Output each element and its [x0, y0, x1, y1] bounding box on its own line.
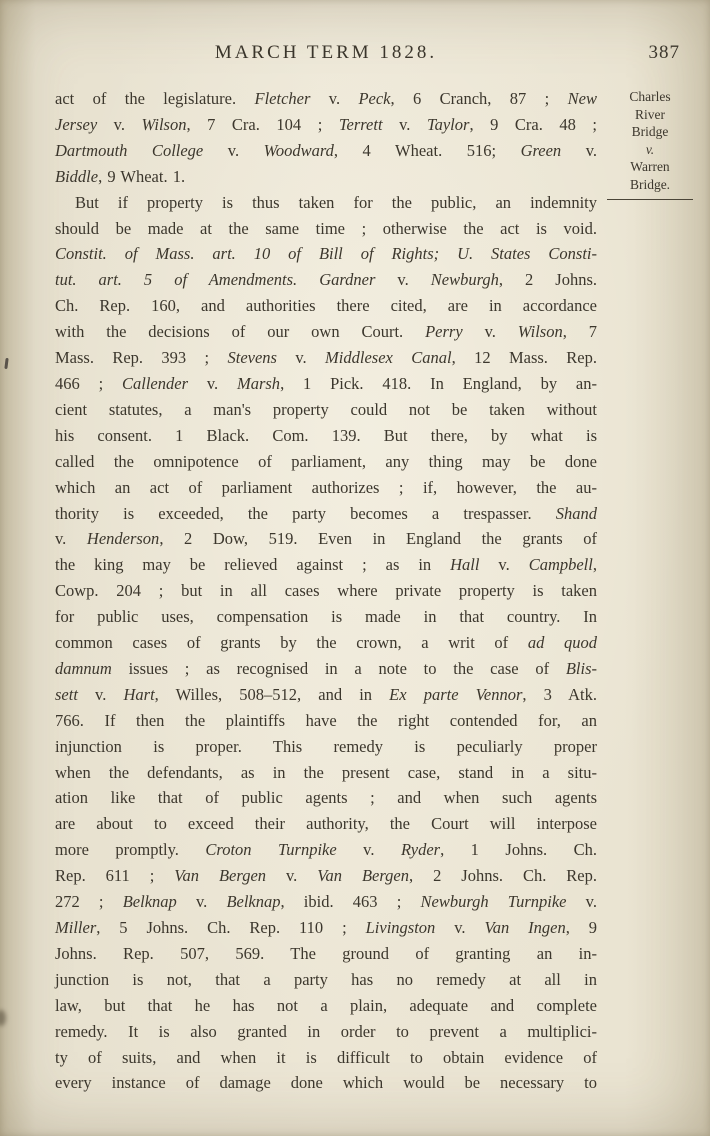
text-line: the king may be relieved against ; as in Hall v. Campbell,	[55, 555, 597, 575]
text-line: Cowp. 204 ; but in all cases where private property is taken	[55, 581, 597, 601]
text-line: damnum issues ; as recognised in a note to the case of Blis-	[55, 658, 597, 678]
corner-smudge	[0, 1010, 6, 1026]
text-line: which an act of parliament authorizes ; if, however, the au-	[55, 477, 597, 497]
text-line: remedy. It is also granted in order to prevent a multiplici-	[55, 1021, 597, 1041]
text-line: v. Henderson, 2 Dow, 519. Even in England the grants of	[55, 529, 597, 549]
ink-mark	[4, 358, 8, 369]
page-number: 387	[648, 42, 680, 63]
margin-note-line: v.	[645, 141, 655, 157]
text-line: should be made at the same time ; otherwise the act is void.	[55, 218, 597, 238]
text-line: with the decisions of our own Court. Perry v. Wilson, 7	[55, 322, 598, 342]
text-line: sett v. Hart, Willes, 508–512, and in Ex parte Vennor, 3 Atk.	[55, 684, 597, 704]
margin-note-line: Bridge.	[629, 176, 671, 192]
margin-note-line: River	[635, 106, 665, 122]
margin-note-line: Warren	[630, 159, 670, 174]
text-line: tut. art. 5 of Amendments. Gardner v. Newburgh, 2 Johns.	[55, 270, 598, 290]
text-line: called the omnipotence of parliament, any thing may be done	[55, 451, 597, 471]
body-text	[55, 86, 597, 1096]
margin-note-line: Charles	[629, 89, 671, 104]
text-line: Dartmouth College v. Woodward, 4 Wheat. 516; Green v.	[55, 140, 598, 160]
text-line: law, but that he has not a plain, adequate and complete	[55, 995, 597, 1015]
text-line: Mass. Rep. 393 ; Stevens v. Middlesex Canal, 12 Mass. Rep.	[55, 348, 597, 368]
running-head: MARCH TERM 1828.	[214, 42, 438, 63]
text-line: Constit. of Mass. art. 10 of Bill of Rights; U. States Consti-	[55, 244, 597, 264]
text-line: for public uses, compensation is made in that country. In	[55, 607, 597, 627]
text-line: thority is exceeded, the party becomes a trespasser. Shand	[55, 503, 597, 523]
text-line: Biddle, 9 Wheat. 1.	[55, 166, 186, 186]
margin-note-line: Bridge	[631, 124, 669, 139]
text-line: every instance of damage done which would be necessary to	[55, 1073, 597, 1093]
text-line: But if property is thus taken for the public, an indemnity	[75, 192, 597, 212]
text-line: Miller, 5 Johns. Ch. Rep. 110 ; Livingston v. Van Ingen, 9	[55, 918, 597, 937]
margin-note-rule	[607, 199, 693, 200]
margin-note-lines	[603, 88, 697, 193]
text-line: ation like that of public agents ; and when such agents	[55, 788, 597, 808]
text-line: common cases of grants by the crown, a writ of ad quod	[55, 633, 597, 653]
text-line: 466 ; Callender v. Marsh, 1 Pick. 418. In England, by an-	[55, 373, 597, 393]
text-line: more promptly. Croton Turnpike v. Ryder, 1 Johns. Ch.	[55, 840, 597, 860]
text-line: Jersey v. Wilson, 7 Cra. 104 ; Terrett v. Taylor, 9 Cra. 48 ;	[55, 114, 597, 134]
text-line: when the defendants, as in the present case, stand in a situ-	[55, 762, 597, 782]
text-line: injunction is proper. This remedy is peculiarly proper	[55, 736, 597, 756]
text-line: Rep. 611 ; Van Bergen v. Van Bergen, 2 Johns. Ch. Rep.	[55, 866, 597, 886]
text-line: ty of suits, and when it is difficult to obtain evidence of	[55, 1047, 597, 1067]
text-line: are about to exceed their authority, the Court will interpose	[55, 814, 597, 834]
margin-note	[603, 88, 697, 200]
text-line: 272 ; Belknap v. Belknap, ibid. 463 ; Newburgh Turnpike v.	[55, 892, 597, 912]
text-line: his consent. 1 Black. Com. 139. But there, by what is	[55, 425, 597, 445]
text-line: Johns. Rep. 507, 569. The ground of granting an in-	[55, 943, 597, 963]
text-line: cient statutes, a man's property could not be taken without	[55, 399, 597, 419]
text-line: 766. If then the plaintiffs have the right contended for, an	[55, 710, 597, 730]
text-line: junction is not, that a party has no remedy at all in	[55, 969, 597, 989]
text-line: Ch. Rep. 160, and authorities there cited, are in accordance	[55, 296, 597, 316]
text-line: act of the legislature. Fletcher v. Peck, 6 Cranch, 87 ; New	[55, 89, 597, 108]
